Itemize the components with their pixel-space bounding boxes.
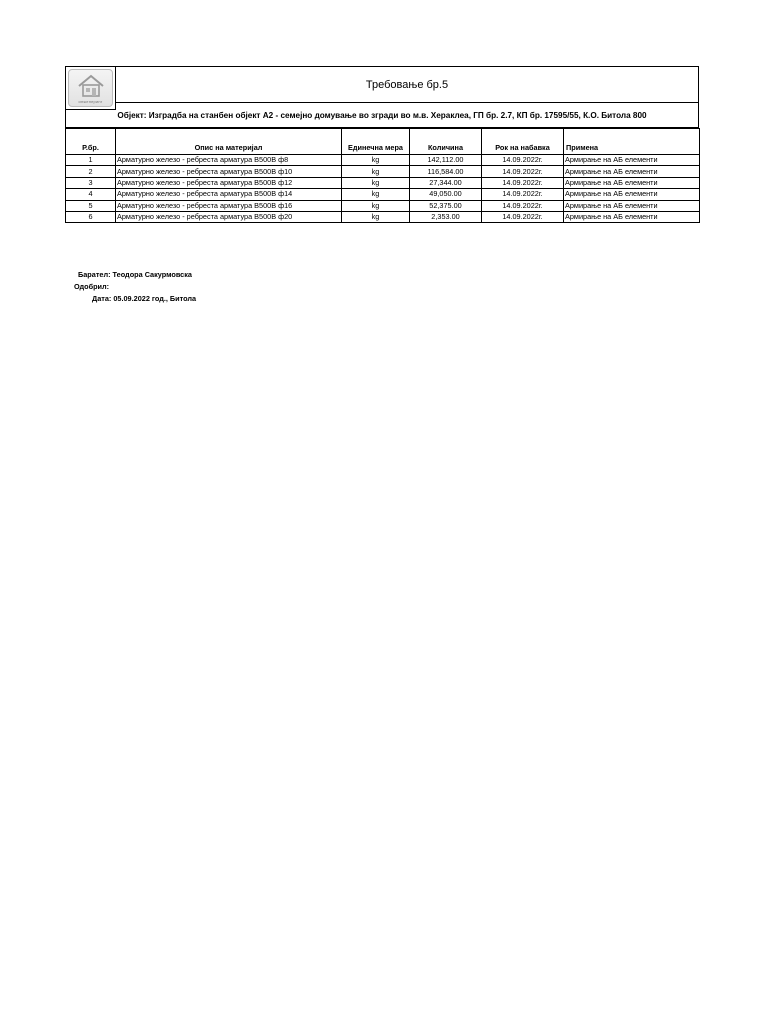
company-logo <box>68 69 113 107</box>
header-application: Примена <box>564 129 700 155</box>
cell-unit: kg <box>342 177 410 188</box>
cell-deadline: 14.09.2022г. <box>482 189 564 200</box>
cell-material-description: Арматурно железо - ребреста арматура B500B ф16 <box>116 200 342 211</box>
header-unit: Единечна мера <box>342 129 410 155</box>
cell-application: Армирање на АБ елементи <box>564 166 700 177</box>
house-logo-icon <box>76 73 106 99</box>
header-deadline: Рок на набавка <box>482 129 564 155</box>
document-title: Требовање бр.5 <box>116 67 698 103</box>
cell-quantity: 2,353.00 <box>410 211 482 222</box>
cell-unit: kg <box>342 189 410 200</box>
cell-application: Армирање на АБ елементи <box>564 189 700 200</box>
header-row-number: Р.бр. <box>66 129 116 155</box>
cell-unit: kg <box>342 211 410 222</box>
cell-deadline: 14.09.2022г. <box>482 211 564 222</box>
cell-row-number: 4 <box>66 189 116 200</box>
cell-quantity: 49,050.00 <box>410 189 482 200</box>
requisition-sheet <box>65 66 699 223</box>
date-line <box>92 294 196 303</box>
cell-application: Армирање на АБ елементи <box>564 155 700 166</box>
cell-application: Армирање на АБ елементи <box>564 211 700 222</box>
cell-application: Армирање на АБ елементи <box>564 177 700 188</box>
table-row <box>66 189 700 200</box>
table-row <box>66 155 700 166</box>
cell-material-description: Арматурно железо - ребреста арматура B500B ф14 <box>116 189 342 200</box>
cell-deadline: 14.09.2022г. <box>482 177 564 188</box>
requested-by-value: Теодора Сакурмовска <box>112 270 192 279</box>
table-row <box>66 211 700 222</box>
cell-quantity: 52,375.00 <box>410 200 482 211</box>
logo-text: инженеринг <box>78 99 103 104</box>
object-description: Објект: Изградба на станбен објект А2 - семејно домување во згради во м.в. Хераклеа, ГП бр. 2.7, КП бр. 17595/55, К.О. Битола 800 <box>117 110 647 120</box>
header-material-description: Опис на материјал <box>116 129 342 155</box>
cell-material-description: Арматурно железо - ребреста арматура B500B ф20 <box>116 211 342 222</box>
cell-unit: kg <box>342 155 410 166</box>
cell-quantity: 142,112.00 <box>410 155 482 166</box>
requested-by-label: Барател: <box>78 270 111 279</box>
cell-application: Армирање на АБ елементи <box>564 200 700 211</box>
cell-deadline: 14.09.2022г. <box>482 166 564 177</box>
header-quantity: Количина <box>410 129 482 155</box>
approved-by-label: Одобрил: <box>74 282 110 291</box>
cell-row-number: 2 <box>66 166 116 177</box>
table-row <box>66 200 700 211</box>
cell-material-description: Арматурно железо - ребреста арматура B500B ф8 <box>116 155 342 166</box>
materials-table <box>65 128 700 223</box>
cell-quantity: 27,344.00 <box>410 177 482 188</box>
cell-quantity: 116,584.00 <box>410 166 482 177</box>
date-value: 05.09.2022 год., Битола <box>113 294 197 303</box>
document-header <box>65 66 699 128</box>
requested-by-line <box>78 270 192 279</box>
cell-deadline: 14.09.2022г. <box>482 155 564 166</box>
table-row <box>66 166 700 177</box>
cell-material-description: Арматурно железо - ребреста арматура B500B ф10 <box>116 166 342 177</box>
cell-row-number: 5 <box>66 200 116 211</box>
cell-material-description: Арматурно железо - ребреста арматура B500B ф12 <box>116 177 342 188</box>
cell-unit: kg <box>342 166 410 177</box>
cell-row-number: 6 <box>66 211 116 222</box>
table-header-row <box>66 129 700 155</box>
cell-unit: kg <box>342 200 410 211</box>
cell-row-number: 3 <box>66 177 116 188</box>
approved-by-line <box>74 282 109 291</box>
cell-row-number: 1 <box>66 155 116 166</box>
table-row <box>66 177 700 188</box>
date-label: Дата: <box>92 294 112 303</box>
cell-deadline: 14.09.2022г. <box>482 200 564 211</box>
